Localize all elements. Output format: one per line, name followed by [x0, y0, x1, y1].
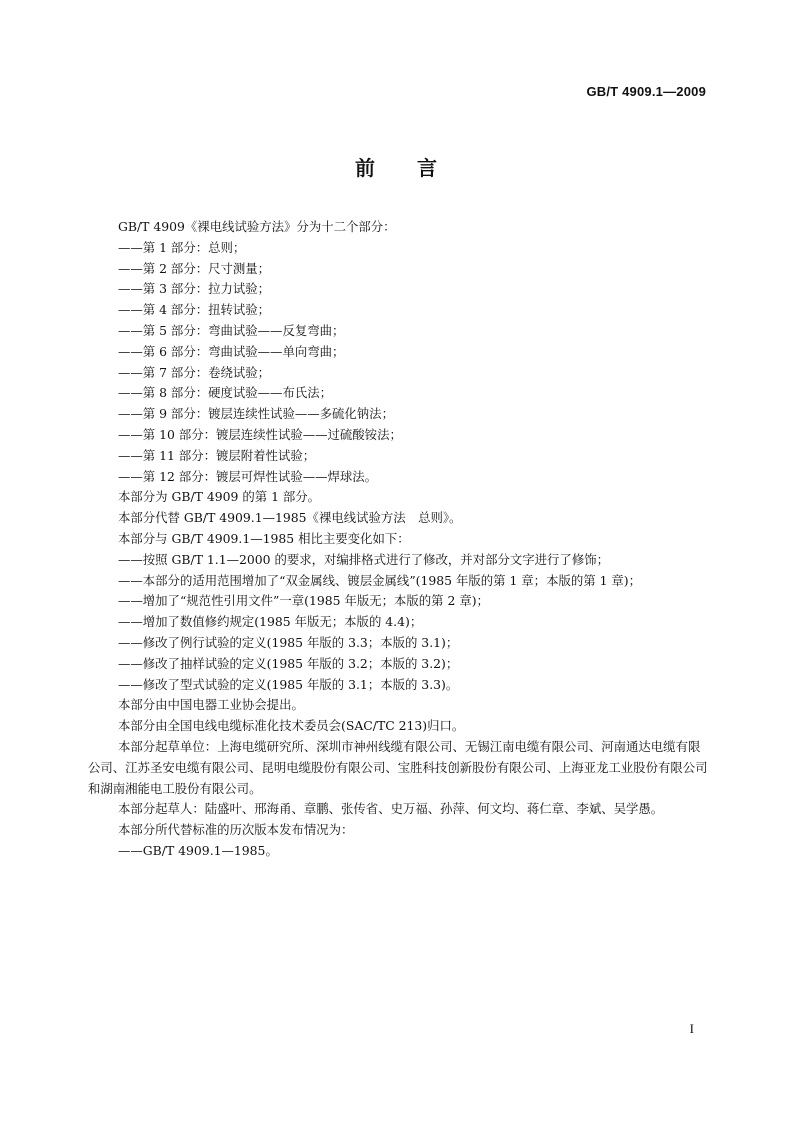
change-item: ——修改了抽样试验的定义(1985 年版的 3.2；本版的 3.2)；: [118, 655, 459, 671]
title-char-2: 言: [417, 156, 439, 180]
change-item: ——增加了数值修约规定(1985 年版无；本版的 4.4)；: [118, 614, 423, 630]
history-item: ——GB/T 4909.1—1985。: [118, 842, 278, 858]
part-item: ——第 9 部分：镀层连续性试验——多硫化钠法；: [118, 406, 394, 422]
title-char-1: 前: [355, 156, 377, 180]
change-item: ——按照 GB/T 1.1—2000 的要求，对编排格式进行了修改，并对部分文字进行了修饰；: [118, 551, 609, 567]
change-item: ——本部分的适用范围增加了“双金属线、镀层金属线”(1985 年版的第 1 章；本版的第 1 章)；: [118, 572, 642, 588]
document-body: [88, 217, 710, 862]
drafters: 本部分起草人：陆盛叶、邢海甬、章鹏、张传省、史万福、孙萍、何文均、蒋仁章、李斌、吴学愚。: [118, 801, 664, 817]
proposed-by: 本部分由中国电器工业协会提出。: [118, 697, 304, 713]
statement-changes: 本部分与 GB/T 4909.1—1985 相比主要变化如下：: [118, 530, 410, 546]
part-item: ——第 8 部分：硬度试验——布氏法；: [118, 385, 333, 401]
part-item: ——第 10 部分：镀层连续性试验——过硫酸铵法；: [118, 426, 402, 442]
change-item: ——增加了“规范性引用文件”一章(1985 年版无；本版的第 2 章)；: [118, 593, 489, 609]
part-item: ——第 4 部分：扭转试验；: [118, 302, 271, 318]
history-intro: 本部分所代替标准的历次版本发布情况为：: [118, 822, 354, 838]
part-item: ——第 7 部分：卷绕试验；: [118, 364, 271, 380]
page-title: [0, 152, 794, 181]
part-item: ——第 5 部分：弯曲试验——反复弯曲；: [118, 322, 345, 338]
change-item: ——修改了例行试验的定义(1985 年版的 3.3；本版的 3.1)；: [118, 634, 459, 650]
drafting-units: 本部分起草单位：上海电缆研究所、深圳市神州线缆有限公司、无锡江南电缆有限公司、河南通达电缆有限公司、江苏圣安电缆有限公司、昆明电缆股份有限公司、宝胜科技创新股份有限公司、上海亚龙工业股份有限公司和湖南湘能电工股份有限公司。: [88, 738, 708, 796]
standard-code: GB/T 4909.1—2009: [586, 84, 706, 99]
part-item: ——第 6 部分：弯曲试验——单向弯曲；: [118, 343, 345, 359]
part-item: ——第 12 部分：镀层可焊性试验——焊球法。: [118, 468, 378, 484]
part-item: ——第 11 部分：镀层附着性试验；: [118, 447, 316, 463]
part-item: ——第 3 部分：拉力试验；: [118, 281, 271, 297]
intro-line: GB/T 4909《裸电线试验方法》分为十二个部分：: [118, 219, 396, 234]
part-item: ——第 1 部分：总则；: [118, 239, 246, 255]
statement-part: 本部分为 GB/T 4909 的第 1 部分。: [118, 489, 321, 505]
page-number: I: [689, 1021, 694, 1036]
change-item: ——修改了型式试验的定义(1985 年版的 3.1；本版的 3.3)。: [118, 676, 459, 692]
part-item: ——第 2 部分：尺寸测量；: [118, 260, 271, 276]
statement-replace: 本部分代替 GB/T 4909.1—1985《裸电线试验方法 总则》。: [118, 510, 462, 526]
centralized-by: 本部分由全国电线电缆标准化技术委员会(SAC/TC 213)归口。: [118, 718, 465, 734]
